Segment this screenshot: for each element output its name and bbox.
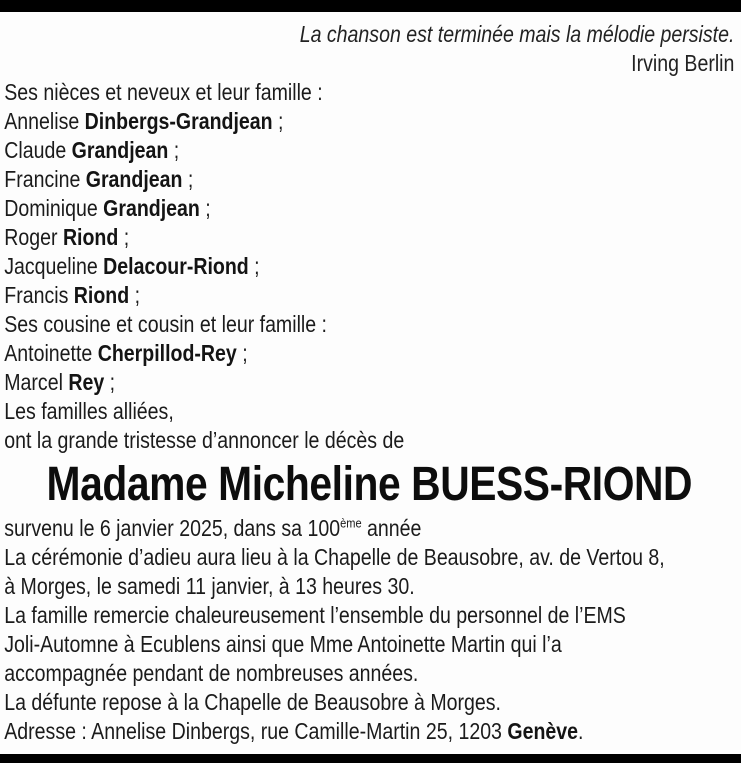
family-names-list [4, 78, 734, 455]
epigraph [4, 20, 734, 78]
text-segment: année [361, 515, 422, 541]
text-line [4, 107, 734, 136]
text-line [4, 688, 734, 717]
text-segment: . [578, 718, 584, 744]
text-line [4, 717, 734, 746]
text-segment: Joli-Automne à Ecublens ainsi que Mme Antoinette Martin qui l’a [4, 631, 562, 657]
ordinal-superscript: ème [340, 515, 362, 531]
text-segment: ; [104, 369, 116, 395]
text-line [4, 426, 734, 455]
ceremony-details [4, 514, 734, 746]
family-name: Riond [73, 282, 130, 308]
text-segment: Roger [4, 224, 63, 250]
text-segment: Ses nièces et neveux et leur famille : [4, 79, 323, 105]
text-line [4, 223, 734, 252]
text-segment: à Morges, le samedi 11 janvier, à 13 heures 30. [4, 573, 415, 599]
text-segment: Claude [4, 137, 72, 163]
text-segment: Annelise [4, 108, 85, 134]
text-segment: ; [182, 166, 194, 192]
text-line [4, 78, 734, 107]
text-segment: ; [236, 340, 248, 366]
text-segment: ; [248, 253, 260, 279]
text-line [4, 368, 734, 397]
text-segment: Marcel [4, 369, 69, 395]
family-name: Grandjean [85, 166, 183, 192]
text-segment: ont la grande tristesse d’annoncer le décès de [4, 427, 405, 453]
bottom-border-bar [0, 754, 741, 763]
family-name: Dinbergs-Grandjean [84, 108, 273, 134]
text-segment: Dominique [4, 195, 104, 221]
text-segment: Adresse : Annelise Dinbergs, rue Camille-Martin 25, 1203 [4, 718, 508, 744]
epigraph-quote: La chanson est terminée mais la mélodie persiste. [299, 21, 735, 47]
deceased-name-title: Madame Micheline BUESS-RIOND [46, 458, 693, 511]
text-segment: Ses cousine et cousin et leur famille : [4, 311, 327, 337]
text-line [4, 281, 734, 310]
epigraph-author: Irving Berlin [631, 50, 735, 76]
text-line [4, 136, 734, 165]
text-segment: Les familles alliées, [4, 398, 174, 424]
text-segment: ; [118, 224, 130, 250]
text-segment: Francis [4, 282, 74, 308]
family-name: Delacour-Riond [103, 253, 249, 279]
text-segment: accompagnée pendant de nombreuses années. [4, 660, 419, 686]
text-segment: ; [168, 137, 180, 163]
text-line [4, 339, 734, 368]
text-line [4, 601, 734, 630]
obituary-notice [0, 12, 741, 746]
text-line [4, 397, 734, 426]
text-segment: Antoinette [4, 340, 98, 366]
text-segment: La cérémonie d’adieu aura lieu à la Chapelle de Beausobre, av. de Vertou 8, [4, 544, 665, 570]
text-segment: Francine [4, 166, 86, 192]
family-name: Grandjean [71, 137, 169, 163]
text-line [4, 514, 734, 543]
top-border-bar [0, 0, 741, 12]
text-segment: La défunte repose à la Chapelle de Beausobre à Morges. [4, 689, 501, 715]
text-line [4, 630, 734, 659]
text-segment: ; [129, 282, 141, 308]
text-segment: ; [272, 108, 284, 134]
text-line [4, 194, 734, 223]
family-name: Rey [68, 369, 105, 395]
text-line [4, 165, 734, 194]
text-segment: ; [199, 195, 211, 221]
text-line [4, 543, 734, 572]
text-line [4, 252, 734, 281]
family-name: Grandjean [103, 195, 200, 221]
text-line [4, 659, 734, 688]
family-name: Genève [507, 718, 579, 744]
family-name: Riond [62, 224, 119, 250]
text-line [4, 572, 734, 601]
text-segment: La famille remercie chaleureusement l’ensemble du personnel de l’EMS [4, 602, 626, 628]
text-line [4, 310, 734, 339]
family-name: Cherpillod-Rey [97, 340, 237, 366]
text-segment: Jacqueline [4, 253, 104, 279]
text-segment: survenu le 6 janvier 2025, dans sa 100 [4, 515, 341, 541]
